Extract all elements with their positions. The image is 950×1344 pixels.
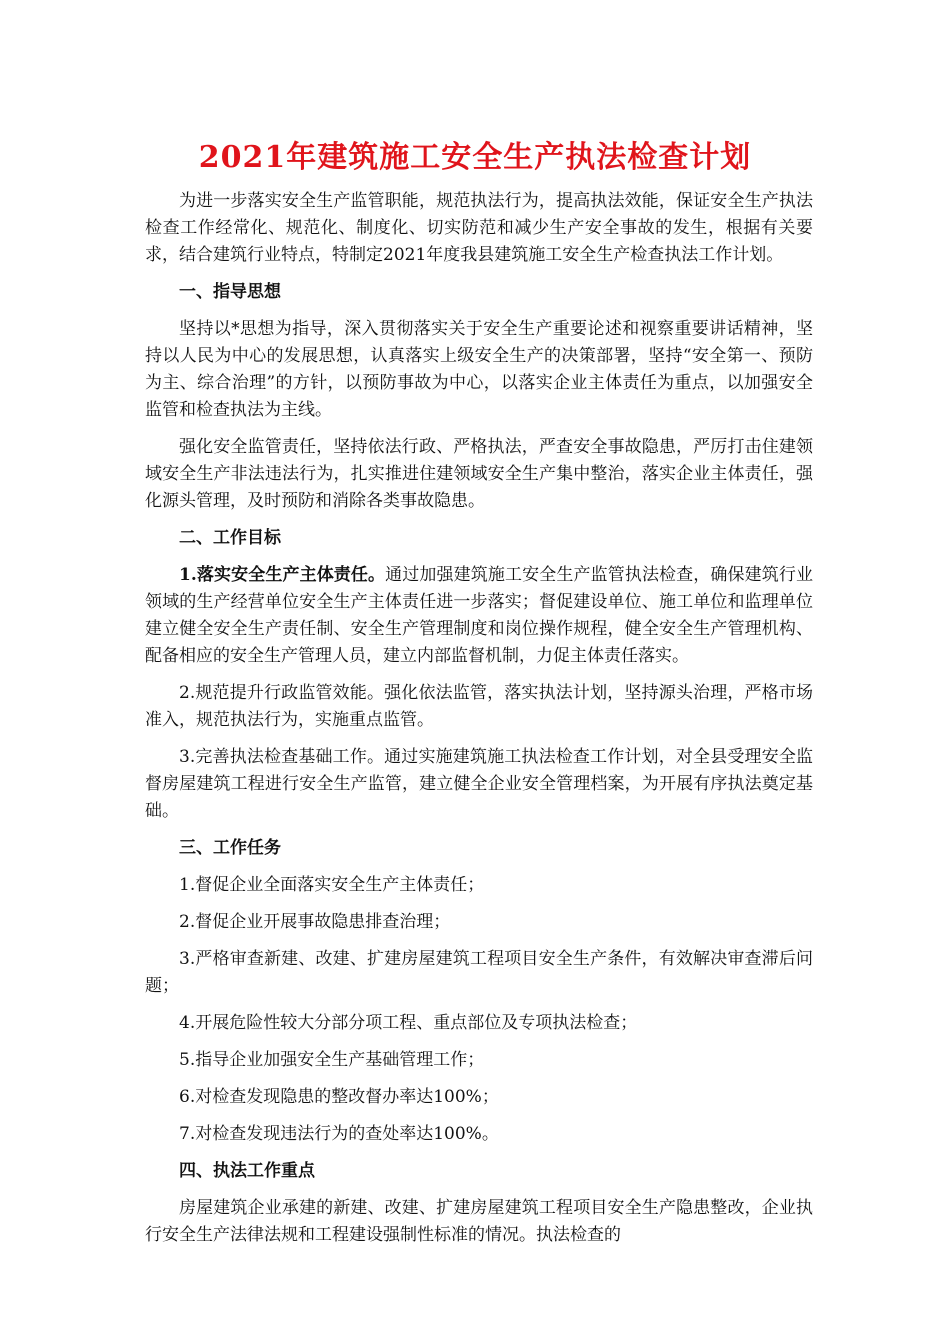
- work-goal-item-3: 3.完善执法检查基础工作。通过实施建筑施工执法检查工作计划，对全县受理安全监督房屋建筑工程进行安全生产监管，建立健全企业安全管理档案，为开展有序执法奠定基础。: [145, 747, 813, 821]
- work-task-item: 2.督促企业开展事故隐患排查治理；: [179, 912, 451, 932]
- section-heading-guiding-thought: 一、指导思想: [179, 282, 281, 302]
- section-heading-enforcement-focus: 四、执法工作重点: [179, 1161, 315, 1181]
- section-heading-work-goals: 二、工作目标: [179, 528, 281, 548]
- document-title: 2021年建筑施工安全生产执法检查计划: [198, 140, 752, 175]
- section-heading-work-tasks: 三、工作任务: [179, 838, 281, 858]
- work-task-item: 1.督促企业全面落实安全生产主体责任；: [179, 875, 485, 895]
- work-goal-item-1: [145, 562, 813, 670]
- work-task-item: 6.对检查发现隐患的整改督办率达100%；: [179, 1087, 499, 1107]
- work-task-item: 4.开展危险性较大分部分项工程、重点部位及专项执法检查；: [179, 1013, 638, 1033]
- guiding-thought-paragraph-2: 强化安全监管责任，坚持依法行政、严格执法，严查安全事故隐患，严厉打击住建领域安全生产非法违法行为，扎实推进住建领域安全生产集中整治，落实企业主体责任，强化源头管理，及时预防和消除各类事故隐患。: [145, 437, 813, 511]
- work-task-item: 7.对检查发现违法行为的查处率达100%。: [179, 1124, 499, 1144]
- guiding-thought-paragraph-1: 坚持以*思想为指导，深入贯彻落实关于安全生产重要论述和视察重要讲话精神，坚持以人民为中心的发展思想，认真落实上级安全生产的决策部署，坚持“安全第一、预防为主、综合治理”的方针，以预防事故为中心，以落实企业主体责任为重点，以加强安全监管和检查执法为主线。: [145, 319, 813, 420]
- work-goal-item-2: 2.规范提升行政监管效能。强化依法监管，落实执法计划，坚持源头治理，严格市场准入，规范执法行为，实施重点监管。: [145, 683, 813, 730]
- work-task-item: 5.指导企业加强安全生产基础管理工作；: [179, 1050, 485, 1070]
- intro-paragraph: 为进一步落实安全生产监管职能，规范执法行为，提高执法效能，保证安全生产执法检查工作经常化、规范化、制度化、切实防范和减少生产安全事故的发生，根据有关要求，结合建筑行业特点，特制定2021年度我县建筑施工安全生产检查执法工作计划。: [145, 191, 813, 265]
- enforcement-focus-paragraph: 房屋建筑企业承建的新建、改建、扩建房屋建筑工程项目安全生产隐患整改，企业执行安全生产法律法规和工程建设强制性标准的情况。执法检查的: [145, 1198, 813, 1245]
- work-goal-item-1-lead: 1.落实安全生产主体责任。: [179, 565, 386, 585]
- work-task-item: 3.严格审查新建、改建、扩建房屋建筑工程项目安全生产条件，有效解决审查滞后问题；: [145, 949, 813, 996]
- work-goal-item-1-body: 通过加强建筑施工安全生产监管执法检查，确保建筑行业领域的生产经营单位安全生产主体责任进一步落实；督促建设单位、施工单位和监理单位建立健全安全生产责任制、安全生产管理制度和岗位操作规程，健全安全生产管理机构、配备相应的安全生产管理人员，建立内部监督机制，力促主体责任落实。: [145, 565, 814, 666]
- document-body: [145, 188, 813, 1259]
